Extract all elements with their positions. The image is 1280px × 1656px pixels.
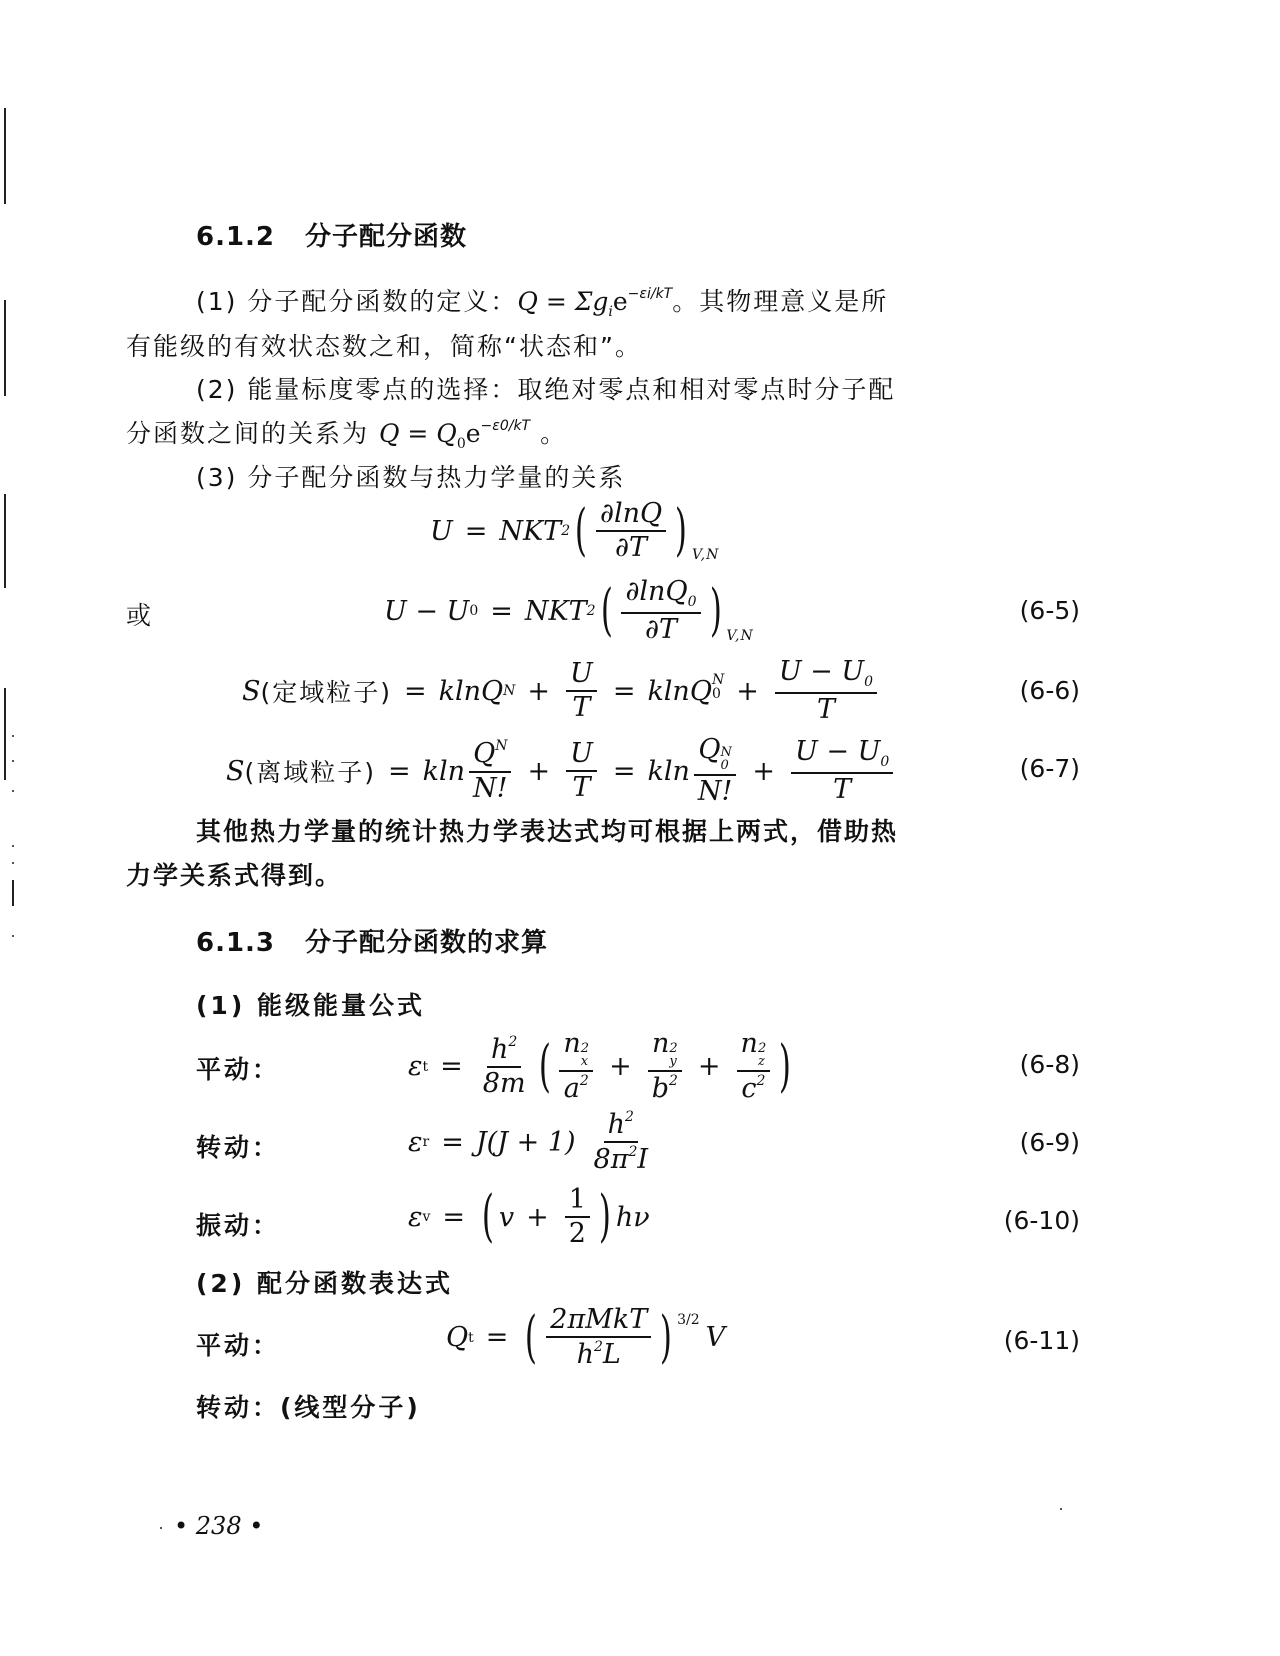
eq-plus: + bbox=[697, 1051, 721, 1083]
text-span: L bbox=[602, 1339, 621, 1371]
scan-artifact-line bbox=[12, 880, 14, 906]
fraction-denominator bbox=[573, 1338, 625, 1369]
left-paren: ( bbox=[525, 1304, 538, 1370]
left-paren: ( bbox=[575, 498, 588, 564]
text-span: U − U bbox=[795, 736, 881, 768]
fraction-denominator: 2 bbox=[568, 1218, 586, 1250]
eq-lhs: S bbox=[242, 675, 261, 707]
eq-term: hν bbox=[615, 1201, 650, 1233]
superscript: 2 bbox=[625, 1109, 634, 1125]
subscript: i bbox=[608, 304, 613, 320]
fraction bbox=[559, 1030, 593, 1103]
eq-term: klnQ bbox=[647, 675, 712, 707]
fraction-denominator bbox=[737, 1072, 769, 1103]
scan-artifact-line bbox=[4, 688, 6, 780]
subscript: z bbox=[757, 1054, 765, 1069]
eq-equals: = bbox=[440, 1051, 463, 1083]
eq-plus: + bbox=[752, 755, 776, 787]
equation-number: (6-5) bbox=[1019, 596, 1080, 625]
text-span: c bbox=[741, 1073, 757, 1104]
eq-term: kln bbox=[422, 755, 466, 787]
formula-exp-base: e bbox=[465, 419, 481, 448]
eq-equals: = bbox=[388, 755, 411, 787]
fraction-numerator bbox=[791, 738, 893, 774]
eq-lhs: U − U bbox=[384, 595, 470, 627]
text-span: b bbox=[651, 1073, 669, 1104]
fraction-denominator: N! bbox=[473, 772, 508, 804]
fraction bbox=[546, 1306, 651, 1370]
subsection-title: (1) 能级能量公式 bbox=[196, 991, 425, 1020]
fraction-numerator bbox=[559, 1030, 593, 1072]
subscript: t bbox=[422, 1058, 429, 1075]
scan-speck bbox=[12, 735, 14, 737]
subscript: 0 bbox=[469, 603, 479, 620]
fraction-numerator bbox=[469, 739, 511, 772]
paragraph-other-quantities-line2 bbox=[126, 856, 342, 892]
superscript: 2 bbox=[579, 1073, 589, 1089]
paragraph-zero-point bbox=[196, 370, 895, 406]
equation-label: 平动： bbox=[196, 1331, 281, 1360]
section-heading-6-1-3 bbox=[196, 922, 548, 959]
eq-lhs: U bbox=[430, 515, 453, 547]
eq-lhs: S bbox=[226, 755, 245, 787]
section-title: 分子配分函数的求算 bbox=[305, 928, 549, 958]
or-label bbox=[126, 596, 153, 632]
text-span: 8π bbox=[593, 1144, 629, 1176]
fraction-denominator: T bbox=[816, 693, 835, 725]
fraction-denominator: 8m bbox=[482, 1068, 526, 1100]
sup-sub-stack bbox=[758, 1042, 766, 1068]
paragraph-definition-line2 bbox=[126, 327, 642, 363]
fraction bbox=[590, 1110, 653, 1175]
text-span: h bbox=[491, 1033, 509, 1065]
scan-artifact-line bbox=[4, 494, 6, 588]
eq-plus: + bbox=[736, 675, 759, 707]
fraction-denominator bbox=[648, 1072, 682, 1103]
eq-subscript-limit: V,N bbox=[691, 546, 720, 563]
text-span: 有能级的有效状态数之和，简称“状态和”。 bbox=[126, 332, 642, 361]
eq-lhs: ε bbox=[408, 1201, 423, 1233]
section-number: 6.1.2 bbox=[196, 222, 276, 252]
eq-equals: = bbox=[442, 1201, 466, 1233]
superscript: 2 bbox=[594, 1339, 603, 1356]
eq-equals: = bbox=[441, 1126, 464, 1158]
eq-lhs: ε bbox=[408, 1126, 423, 1158]
fraction bbox=[566, 657, 597, 724]
right-paren: ) bbox=[598, 1184, 611, 1250]
eq-term: NKT bbox=[524, 595, 587, 627]
left-paren: ( bbox=[600, 578, 613, 644]
fraction-numerator bbox=[694, 736, 736, 776]
equation-number: (6-8) bbox=[1019, 1050, 1080, 1079]
fraction-numerator bbox=[775, 658, 877, 694]
eq-plus: + bbox=[527, 675, 551, 707]
scan-speck bbox=[1060, 1508, 1062, 1510]
text-span: 或 bbox=[126, 601, 154, 630]
subscript: x bbox=[580, 1054, 589, 1069]
text-span: 力学关系式得到。 bbox=[126, 861, 343, 890]
fraction bbox=[565, 1186, 590, 1249]
superscript: 2 bbox=[561, 523, 571, 540]
eq-subscript-limit: V,N bbox=[726, 628, 754, 645]
superscript: 2 bbox=[669, 1041, 678, 1056]
fraction-numerator: ∂lnQ bbox=[596, 500, 666, 532]
equation-6-9 bbox=[408, 1110, 656, 1175]
fraction bbox=[737, 1030, 771, 1103]
equation-number: (6-9) bbox=[1019, 1128, 1080, 1157]
formula-exp-base: e bbox=[612, 287, 628, 316]
superscript: 2 bbox=[757, 1041, 767, 1056]
right-paren: ) bbox=[709, 578, 722, 644]
fraction bbox=[479, 1035, 530, 1099]
text-span: Q bbox=[698, 734, 721, 765]
eq-equals: = bbox=[490, 595, 513, 627]
equation-6-6 bbox=[242, 658, 881, 724]
text-span: n bbox=[740, 1028, 758, 1059]
fraction-denominator: ∂T bbox=[615, 532, 648, 564]
fraction-numerator bbox=[604, 1110, 638, 1143]
subscript: 0 bbox=[456, 436, 466, 452]
fraction bbox=[621, 578, 700, 644]
fraction-numerator: 1 bbox=[565, 1186, 590, 1218]
superscript: 2 bbox=[756, 1073, 766, 1089]
text-span: h bbox=[576, 1339, 594, 1371]
eq-plus: + bbox=[526, 1201, 549, 1233]
fraction-numerator bbox=[737, 1030, 771, 1072]
fraction-numerator: U bbox=[566, 740, 597, 772]
subscript: 0 bbox=[880, 754, 890, 771]
text-span: (2) 能量标度零点的选择：取绝对零点和相对零点时分子配 bbox=[196, 375, 896, 404]
scan-speck bbox=[12, 935, 14, 937]
section-heading-6-1-2 bbox=[196, 216, 467, 253]
sup-sub-stack bbox=[721, 746, 732, 772]
eq-equals: = bbox=[464, 515, 488, 547]
text-span: (1) 分子配分函数的定义： bbox=[196, 287, 518, 316]
text-span: I bbox=[637, 1144, 649, 1176]
equation-number: (6-6) bbox=[1019, 676, 1080, 705]
subscript: 0 bbox=[864, 674, 874, 690]
eq-term: J(J + 1) bbox=[475, 1126, 576, 1158]
scan-speck bbox=[12, 845, 14, 847]
eq-term: kln bbox=[647, 755, 690, 787]
eq-equals: = bbox=[485, 1322, 509, 1354]
paragraph-thermo-relation bbox=[196, 458, 625, 494]
subsection-title: (2) 配分函数表达式 bbox=[196, 1269, 453, 1298]
sup-sub-stack bbox=[712, 673, 724, 701]
fraction-denominator: T bbox=[572, 692, 591, 724]
fraction-denominator bbox=[560, 1072, 593, 1103]
fraction-denominator: T bbox=[833, 773, 852, 805]
fraction bbox=[775, 658, 877, 724]
fraction bbox=[791, 738, 893, 804]
fraction bbox=[596, 500, 666, 563]
text-span: h bbox=[607, 1109, 626, 1140]
text-span: U − U bbox=[778, 656, 865, 687]
section-title: 分子配分函数 bbox=[305, 222, 468, 252]
sup-sub-stack bbox=[669, 1042, 677, 1068]
equation-label: 平动： bbox=[196, 1055, 281, 1084]
subscript: 0 bbox=[720, 758, 729, 773]
fraction bbox=[566, 737, 597, 804]
text-span: Q bbox=[473, 738, 496, 770]
eq-term: V bbox=[705, 1322, 726, 1354]
equation-6-5 bbox=[384, 578, 754, 644]
text-span: ∂lnQ bbox=[625, 576, 688, 607]
scan-artifact-line bbox=[4, 108, 6, 204]
eq-lhs: ε bbox=[408, 1051, 423, 1083]
subsection-title: 转动：(线型分子) bbox=[196, 1393, 421, 1422]
superscript: 2 bbox=[580, 1041, 590, 1056]
fraction bbox=[694, 736, 736, 806]
eq-term: NKT bbox=[499, 515, 562, 547]
equation-number: (6-10) bbox=[1003, 1206, 1080, 1235]
fraction-denominator bbox=[590, 1143, 653, 1174]
fraction-numerator: U bbox=[566, 660, 597, 692]
right-paren: ) bbox=[779, 1033, 792, 1099]
formula-q-q0: Q = Q bbox=[378, 419, 457, 448]
scan-speck bbox=[12, 790, 14, 792]
text-span: 。 bbox=[540, 419, 568, 448]
text-span: 。其物理意义是所 bbox=[672, 287, 889, 316]
eq-equals: = bbox=[612, 675, 636, 707]
eq-lhs: Q bbox=[446, 1322, 469, 1354]
eq-term: v bbox=[498, 1201, 515, 1233]
text-span: a bbox=[563, 1073, 580, 1104]
paragraph-definition bbox=[196, 282, 888, 320]
superscript: N bbox=[711, 672, 725, 689]
left-paren: ( bbox=[481, 1184, 494, 1250]
paragraph-zero-point-line2 bbox=[126, 414, 567, 452]
fraction-numerator bbox=[487, 1035, 521, 1068]
eq-label-cn: (定域粒子) bbox=[260, 678, 393, 708]
text-span: (3) 分子配分函数与热力学量的关系 bbox=[196, 463, 626, 492]
text-span: n bbox=[563, 1028, 581, 1059]
equation-label: 转动： bbox=[196, 1133, 281, 1162]
superscript: 2 bbox=[586, 603, 596, 620]
subscript: 0 bbox=[687, 594, 697, 610]
superscript: 2 bbox=[669, 1073, 678, 1089]
sup-sub-stack bbox=[581, 1042, 589, 1068]
scan-speck bbox=[160, 1527, 162, 1529]
formula-exponent: −ε0/kT bbox=[480, 418, 531, 434]
scan-speck bbox=[12, 760, 14, 762]
equation-label: 振动： bbox=[196, 1211, 281, 1240]
equation-number: (6-11) bbox=[1003, 1326, 1080, 1355]
equation-6-8 bbox=[408, 1030, 796, 1103]
fraction-numerator: 2πMkT bbox=[546, 1306, 651, 1338]
eq-label-cn: (离域粒子) bbox=[244, 758, 377, 788]
paragraph-other-quantities bbox=[196, 812, 898, 848]
fraction-numerator bbox=[621, 578, 700, 614]
subscript: r bbox=[422, 1134, 430, 1151]
superscript: 2 bbox=[508, 1033, 518, 1050]
section-number: 6.1.3 bbox=[196, 928, 276, 958]
left-paren: ( bbox=[538, 1033, 551, 1099]
text-span: 其他热力学量的统计热力学表达式均可根据上两式，借助热 bbox=[196, 817, 899, 846]
text-span: n bbox=[651, 1028, 670, 1059]
eq-term: klnQ bbox=[438, 675, 504, 707]
fraction-denominator: ∂T bbox=[644, 613, 677, 645]
subscript: y bbox=[669, 1054, 677, 1069]
scan-artifact-line bbox=[4, 300, 6, 396]
eq-plus: + bbox=[609, 1051, 632, 1083]
fraction-denominator: T bbox=[572, 772, 591, 804]
text-span: 分函数之间的关系为 bbox=[126, 419, 370, 448]
eq-plus: + bbox=[527, 755, 551, 787]
subscript: v bbox=[422, 1209, 431, 1226]
equation-6-10 bbox=[408, 1186, 650, 1249]
eq-equals: = bbox=[612, 755, 636, 787]
superscript: 2 bbox=[628, 1144, 638, 1161]
equation-6-7 bbox=[226, 736, 897, 806]
eq-equals: = bbox=[404, 675, 427, 707]
formula-exponent: −εi/kT bbox=[627, 286, 673, 302]
superscript: N bbox=[720, 745, 732, 760]
right-paren: ) bbox=[675, 498, 688, 564]
subscript: 0 bbox=[711, 686, 721, 703]
fraction-denominator: N! bbox=[697, 776, 733, 807]
page-number: • 238 • bbox=[174, 1512, 264, 1540]
equation-6-11 bbox=[446, 1306, 725, 1370]
equation-internal-energy bbox=[430, 500, 719, 563]
superscript: N bbox=[503, 683, 516, 700]
scan-speck bbox=[12, 862, 14, 864]
formula-q-sum: Q = Σg bbox=[517, 287, 609, 316]
subscript: t bbox=[468, 1329, 474, 1346]
superscript: 3/2 bbox=[677, 1312, 700, 1328]
superscript: N bbox=[495, 738, 508, 755]
fraction bbox=[469, 739, 511, 803]
equation-number: (6-7) bbox=[1019, 754, 1080, 783]
fraction bbox=[648, 1030, 682, 1103]
right-paren: ) bbox=[660, 1304, 673, 1370]
fraction-numerator bbox=[648, 1030, 682, 1072]
